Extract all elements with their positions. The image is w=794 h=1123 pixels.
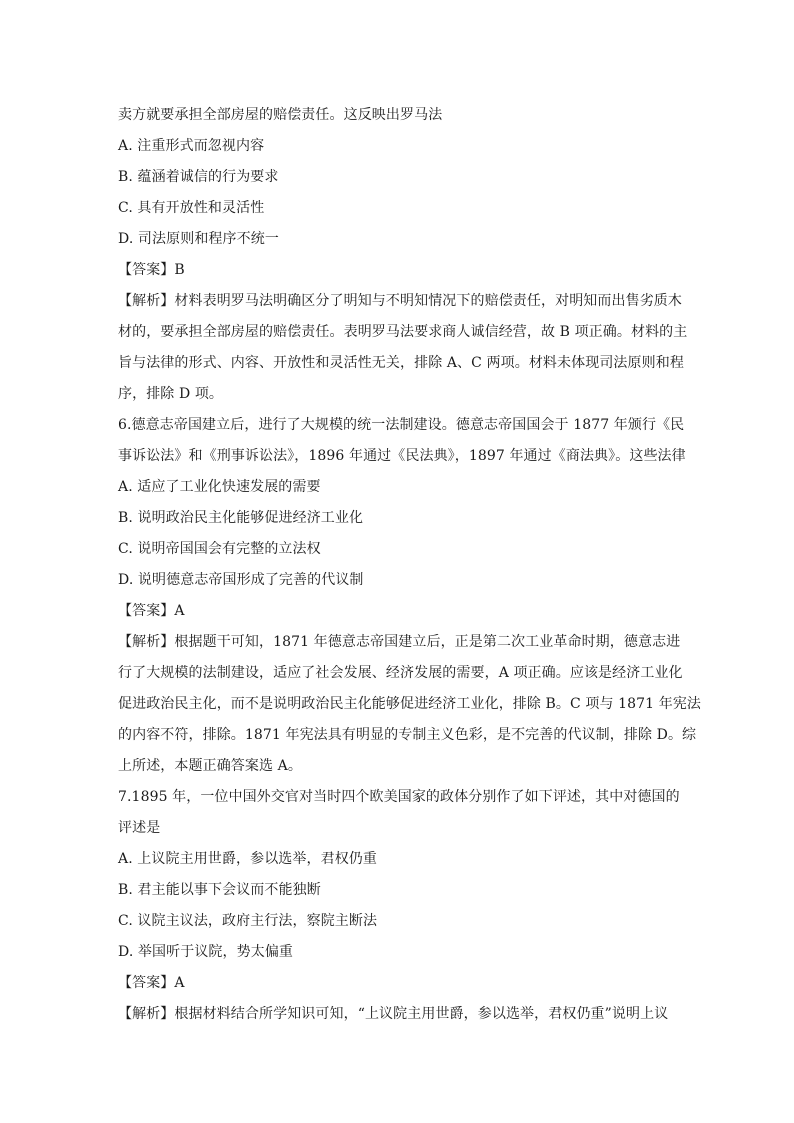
analysis-text: 序，排除 D 项。 [118,386,224,402]
analysis-text: 上所述，本题正确答案选 A。 [118,758,302,774]
text-line: 卖方就要承担全部房屋的赔偿责任。这反映出罗马法 [118,107,443,123]
answer-label: 【答案】A [118,975,185,991]
option-d: D. 举国听于议院，势太偏重 [118,944,294,960]
analysis-text: 【解析】材料表明罗马法明确区分了明知与不明知情况下的赔偿责任，对明知而出售劣质木 [118,293,682,309]
analysis-text: 促进政治民主化，而不是说明政治民主化能够促进经济工业化，排除 B。C 项与 1871 年宪法 [118,696,702,712]
option-c: C. 说明帝国国会有完整的立法权 [118,541,321,557]
analysis-text: 的内容不符，排除。1871 年宪法具有明显的专制主义色彩，是不完善的代议制，排除 D。综 [118,727,697,743]
question-text: 评述是 [118,820,161,836]
document-page [118,100,702,1030]
option-b: B. 说明政治民主化能够促进经济工业化 [118,510,364,526]
analysis-text: 【解析】根据材料结合所学知识可知，“上议院主用世爵，参以选举，君权仍重”说明上议 [118,1006,669,1022]
analysis-text: 行了大规模的法制建设，适应了社会发展、经济发展的需要，A 项正确。应该是经济工业化 [118,665,683,681]
option-d: D. 司法原则和程序不统一 [118,231,279,247]
option-a: A. 上议院主用世爵，参以选举，君权仍重 [118,851,378,867]
answer-label: 【答案】B [118,262,185,278]
option-a: A. 注重形式而忽视内容 [118,138,265,154]
option-b: B. 君主能以事下会议而不能独断 [118,882,321,898]
answer-label: 【答案】A [118,603,185,619]
option-a: A. 适应了工业化快速发展的需要 [118,479,321,495]
question-text: 7.1895 年，一位中国外交官对当时四个欧美国家的政体分别作了如下评述，其中对德国的 [118,789,680,805]
option-c: C. 议院主议法，政府主行法，察院主断法 [118,913,378,929]
analysis-text: 材的，要承担全部房屋的赔偿责任。表明罗马法要求商人诚信经营，故 B 项正确。材料的主 [118,324,688,340]
analysis-text: 旨与法律的形式、内容、开放性和灵活性无关，排除 A、C 两项。材料未体现司法原则和程 [118,355,684,371]
option-b: B. 蕴涵着诚信的行为要求 [118,169,279,185]
question-text: 事诉讼法》和《刑事诉讼法》，1896 年通过《民法典》，1897 年通过《商法典》。这些法律 [118,448,686,464]
question-text: 6.德意志帝国建立后，进行了大规模的统一法制建设。德意志帝国国会于 1877 年颁行《民 [118,417,685,433]
option-d: D. 说明德意志帝国形成了完善的代议制 [118,572,364,588]
analysis-text: 【解析】根据题干可知，1871 年德意志帝国建立后，正是第二次工业革命时期，德意志进 [118,634,681,650]
option-c: C. 具有开放性和灵活性 [118,200,265,216]
